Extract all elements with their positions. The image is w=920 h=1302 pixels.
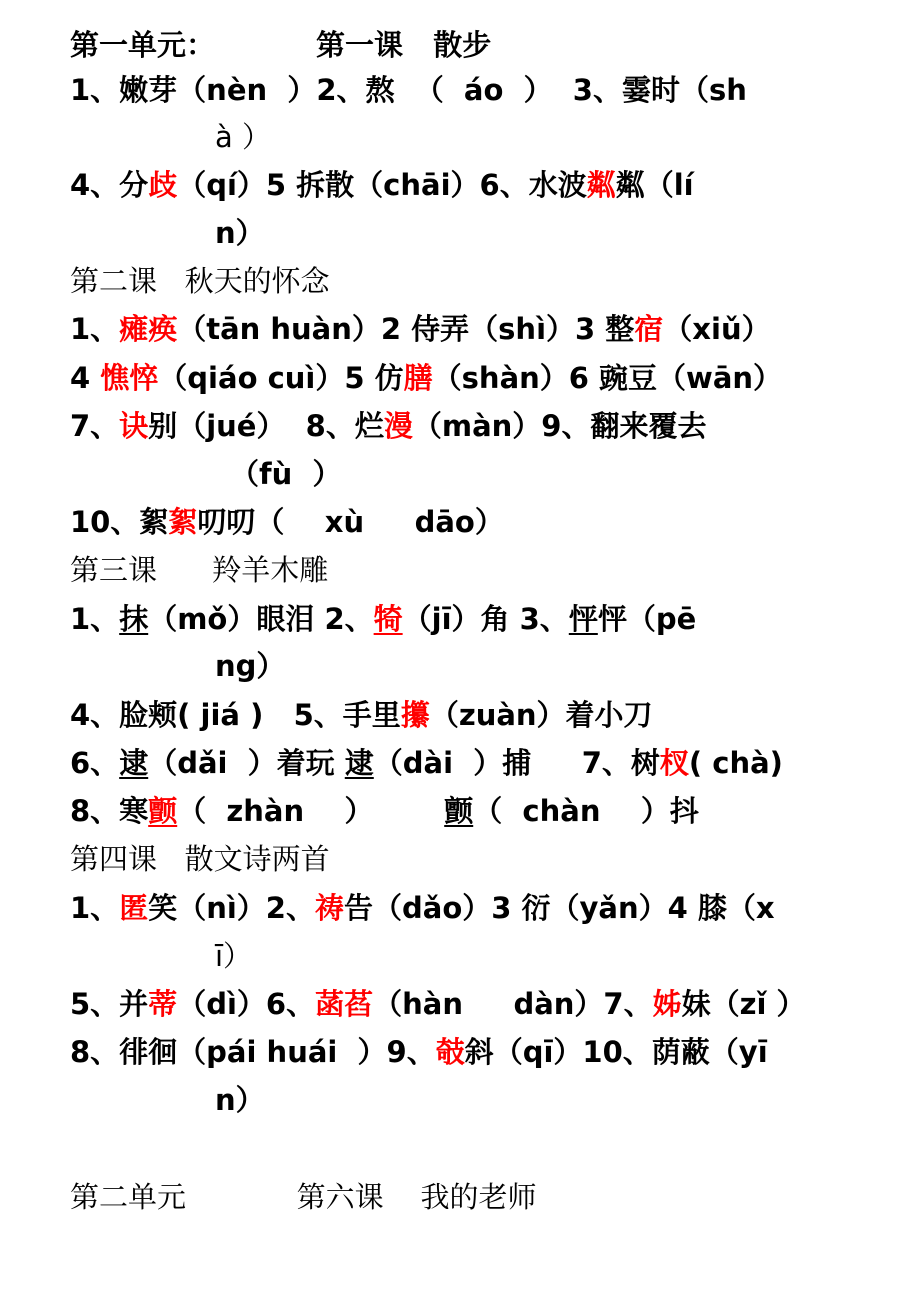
text-run: （qí）5 拆散（chāi）6、水波 xyxy=(177,168,587,202)
lesson-4-line-2 xyxy=(70,986,806,1022)
lesson-2-line-3-wrap xyxy=(230,456,341,492)
text-run: n） xyxy=(215,216,265,250)
highlighted-underlined-character: 犄 xyxy=(373,602,403,636)
text-run: 第四课 散文诗两首 xyxy=(70,842,330,876)
highlighted-character: 诀 xyxy=(119,409,149,443)
text-run: 8、寒 xyxy=(70,794,149,828)
lesson-3-line-4 xyxy=(70,793,699,829)
lesson-4-line-1 xyxy=(70,890,775,926)
text-run: （mǒ）眼泪 2、 xyxy=(148,602,374,636)
highlighted-character: 歧 xyxy=(148,168,178,202)
highlighted-character: 憔悴 xyxy=(100,361,159,395)
text-run: 斜（qī）10、荫蔽（yī xyxy=(464,1035,768,1069)
lesson-3-line-2 xyxy=(70,697,653,733)
highlighted-character: 菡萏 xyxy=(315,987,374,1021)
underlined-character: 抹 xyxy=(119,602,149,636)
text-run: （ chàn ）抖 xyxy=(473,794,699,828)
text-run: （dǎi ）着玩 xyxy=(148,746,345,780)
lesson-2-line-3 xyxy=(70,408,706,444)
lesson-3-line-1 xyxy=(70,601,696,637)
text-run: （shàn）6 豌豆（wān） xyxy=(432,361,783,395)
highlighted-character: 絮 xyxy=(168,505,198,539)
lesson-4-line-3 xyxy=(70,1034,768,1070)
text-run: 告（dǎo）3 衍（yǎn）4 膝（x xyxy=(343,891,775,925)
highlighted-character: 匿 xyxy=(119,891,149,925)
text-run: 1、嫩芽（nèn ）2、熬 （ áo ） 3、霎时（sh xyxy=(70,73,747,107)
highlighted-character: 膳 xyxy=(403,361,433,395)
text-run: 妹（zǐ ） xyxy=(681,987,806,1021)
lesson-1-line-2-wrap xyxy=(215,215,265,251)
lesson-1-line-1 xyxy=(70,72,747,108)
text-run: 1、 xyxy=(70,891,120,925)
text-run: 粼（lí xyxy=(615,168,694,202)
lesson-4-line-1-wrap xyxy=(215,938,252,974)
highlighted-underlined-character: 颤 xyxy=(148,794,178,828)
text-run: 第二单元 第六课 我的老师 xyxy=(70,1180,537,1214)
lesson-2-heading xyxy=(70,263,330,299)
text-run: 1、 xyxy=(70,602,120,636)
text-run: （fù ） xyxy=(230,457,342,491)
text-run: ng） xyxy=(215,649,286,683)
highlighted-character: 宿 xyxy=(634,312,664,346)
highlighted-character: 杈 xyxy=(659,746,689,780)
text-run: （màn）9、翻来覆去 xyxy=(412,409,707,443)
text-run: （tān huàn）2 侍弄（shì）3 整 xyxy=(177,312,635,346)
highlighted-character: 祷 xyxy=(314,891,344,925)
highlighted-character: 姊 xyxy=(652,987,682,1021)
text-run: 8、徘徊（pái huái ）9、 xyxy=(70,1035,436,1069)
text-run: 10、絮 xyxy=(70,505,169,539)
lesson-2-line-1 xyxy=(70,311,771,347)
unit-one-title-line xyxy=(70,27,491,63)
text-run: ( chà) xyxy=(688,746,783,780)
text-run: 怦（pē xyxy=(597,602,697,636)
text-run: （dì）6、 xyxy=(177,987,316,1021)
underlined-character: 逮 xyxy=(119,746,149,780)
underlined-character: 逮 xyxy=(344,746,374,780)
text-run: （qiáo cuì）5 仿 xyxy=(158,361,404,395)
text-run: 第三课 羚羊木雕 xyxy=(70,553,329,587)
text-run: à ） xyxy=(215,120,271,154)
lesson-1-line-2 xyxy=(70,167,694,203)
text-run: 1、 xyxy=(70,312,120,346)
lesson-2-line-4 xyxy=(70,504,504,540)
text-run: 别（jué） 8、烂 xyxy=(148,409,384,443)
underlined-character: 颤 xyxy=(444,794,474,828)
highlighted-character: 蒂 xyxy=(148,987,178,1021)
lesson-2-line-2 xyxy=(70,360,782,396)
unit-two-title-line xyxy=(70,1179,537,1215)
text-run: 5、并 xyxy=(70,987,149,1021)
text-run: 4、分 xyxy=(70,168,149,202)
underlined-character: 怦 xyxy=(568,602,598,636)
text-run: ī） xyxy=(215,939,253,973)
highlighted-character: 漫 xyxy=(383,409,413,443)
text-run: 第一课 散步 xyxy=(215,28,492,62)
text-run: 4、脸颊( jiá ) 5、手里 xyxy=(70,698,401,732)
text-run: 7、 xyxy=(70,409,120,443)
text-run: （xiǔ） xyxy=(663,312,771,346)
text-run: （jī）角 3、 xyxy=(402,602,569,636)
text-run: 叨叨（ xù dāo） xyxy=(197,505,504,539)
text-run: （zuàn）着小刀 xyxy=(429,698,653,732)
text-run: 笑（nì）2、 xyxy=(148,891,315,925)
text-run: n） xyxy=(215,1083,265,1117)
highlighted-character: 粼 xyxy=(586,168,616,202)
text-run: （dài ）捕 7、树 xyxy=(373,746,660,780)
text-run: 4 xyxy=(70,361,101,395)
highlighted-character: 攲 xyxy=(435,1035,465,1069)
lesson-4-line-3-wrap xyxy=(215,1082,265,1118)
lesson-4-heading xyxy=(70,841,330,877)
text-run: 第二课 秋天的怀念 xyxy=(70,264,330,298)
lesson-1-line-1-wrap xyxy=(215,119,271,155)
text-run: 第一单元： xyxy=(70,28,216,62)
lesson-3-line-1-wrap xyxy=(215,648,285,684)
text-run: （hàn dàn）7、 xyxy=(373,987,653,1021)
text-run: （ zhàn ） xyxy=(177,794,445,828)
lesson-3-line-3 xyxy=(70,745,783,781)
lesson-3-heading xyxy=(70,552,328,588)
highlighted-character: 瘫痪 xyxy=(119,312,178,346)
highlighted-character: 攥 xyxy=(400,698,430,732)
text-run: 6、 xyxy=(70,746,120,780)
